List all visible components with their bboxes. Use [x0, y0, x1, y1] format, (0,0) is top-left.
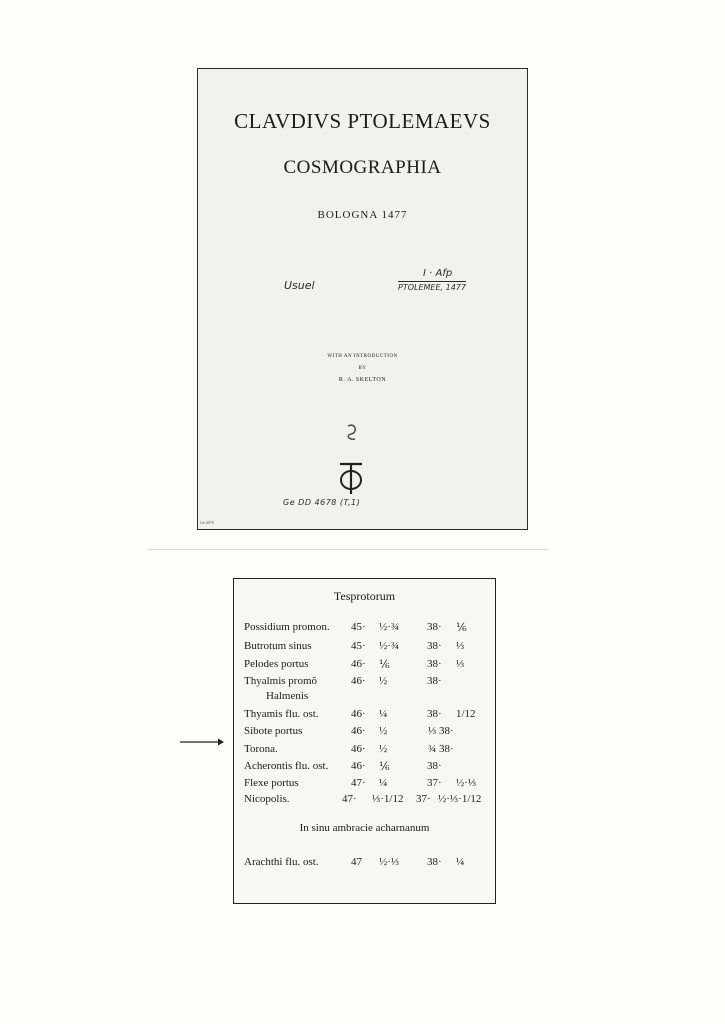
table-row [234, 675, 495, 689]
place-name: Possidium promon. [244, 621, 330, 633]
latitude-fraction: ⅓ 38· [428, 725, 454, 737]
latitude-fraction: 1/12 [456, 708, 476, 720]
coordinate-table-copy [233, 578, 496, 904]
longitude-fraction: ¼ [379, 777, 388, 789]
pointer-arrow-icon [180, 737, 224, 747]
place-name: Thyalmis promõ [244, 675, 318, 687]
intro-line-2: BY [358, 366, 367, 371]
longitude: 45· [351, 640, 366, 652]
longitude: 46· [351, 675, 366, 687]
table-subheading: In sinu ambracie acharnanum [299, 822, 430, 834]
publisher-logo-icon [336, 460, 366, 496]
handwritten-usual-note: Usuel [284, 279, 315, 292]
longitude: 46· [351, 725, 366, 737]
table-row [234, 743, 495, 757]
place-name: Torona. [244, 743, 278, 755]
longitude: 47 [351, 856, 362, 868]
table-row [234, 760, 495, 774]
longitude-fraction: ⅙ [379, 761, 390, 773]
place-name: Sibote portus [244, 725, 303, 737]
handwritten-mark-icon [344, 421, 360, 443]
table-row [234, 658, 495, 672]
longitude: 45· [351, 621, 366, 633]
longitude: 46· [351, 743, 366, 755]
place-name: Arachthi flu. ost. [244, 856, 319, 868]
latitude: 38· [427, 708, 442, 720]
longitude-fraction: ¼ [379, 708, 388, 720]
longitude: 47· [342, 793, 357, 805]
latitude-fraction: ⅓ [456, 658, 465, 670]
handwritten-call-number: Ge DD 4678 (T,1) [283, 498, 361, 507]
table-row [234, 621, 495, 635]
latitude-fraction: ½·⅓·1/12 [438, 793, 482, 805]
table-row [234, 708, 495, 722]
latitude: 38· [427, 856, 442, 868]
longitude: 46· [351, 708, 366, 720]
latitude-fraction: ⅙ [456, 622, 467, 634]
latitude-fraction: ⅓ [456, 640, 465, 652]
table-row [234, 690, 495, 704]
handwritten-shelfmark: I · Afp [423, 268, 453, 279]
longitude-fraction: ½ [379, 725, 388, 737]
longitude-fraction: ½ [379, 743, 388, 755]
longitude-fraction: ⅙ [379, 659, 390, 671]
longitude-fraction: ½·⅓ [379, 856, 400, 868]
title-page-copy [197, 68, 528, 530]
place-name: Butrotum sinus [244, 640, 312, 652]
latitude: 38· [427, 640, 442, 652]
place-name: Thyamis flu. ost. [244, 708, 319, 720]
longitude-fraction: ½·¾ [379, 640, 400, 652]
latitude-fraction: ¾ 38· [428, 743, 454, 755]
book-title: COSMOGRAPHIA [283, 157, 442, 178]
latitude-fraction: ¼ [456, 856, 465, 868]
latitude: 38· [427, 760, 442, 772]
book-author: CLAVDIVS PTOLEMAEVS [234, 109, 491, 133]
table-row [234, 640, 495, 654]
longitude: 46· [351, 760, 366, 772]
longitude-fraction: ½ [379, 675, 388, 687]
latitude: 37· [427, 777, 442, 789]
page-divider [148, 549, 548, 550]
table-row [234, 777, 495, 791]
latitude: 38· [427, 621, 442, 633]
table-heading: Tesprotorum [333, 589, 396, 603]
longitude-fraction: ½·¾ [379, 621, 400, 633]
intro-line-3: R. A. SKELTON [338, 377, 387, 383]
latitude: 38· [427, 658, 442, 670]
latitude-fraction: ½·⅓ [456, 777, 477, 789]
library-stamp: Ge 4678 [200, 520, 214, 525]
latitude: 38· [427, 675, 442, 687]
place-name: Nicopolis. [244, 793, 290, 805]
table-row [234, 725, 495, 739]
place-name: Pelodes portus [244, 658, 309, 670]
table-row [234, 856, 495, 870]
longitude: 47· [351, 777, 366, 789]
longitude: 46· [351, 658, 366, 670]
book-place-year: BOLOGNA 1477 [317, 209, 408, 221]
place-name: Halmenis [266, 690, 309, 702]
latitude: 37· [416, 793, 431, 805]
intro-line-1: WITH AN INTRODUCTION [327, 354, 398, 359]
place-name: Acherontis flu. ost. [244, 760, 329, 772]
longitude-fraction: ⅓·1/12 [372, 793, 404, 805]
table-row [234, 793, 495, 807]
place-name: Flexe portus [244, 777, 299, 789]
handwritten-shelfmark-label: PTOLEMEE, 1477 [398, 283, 466, 292]
